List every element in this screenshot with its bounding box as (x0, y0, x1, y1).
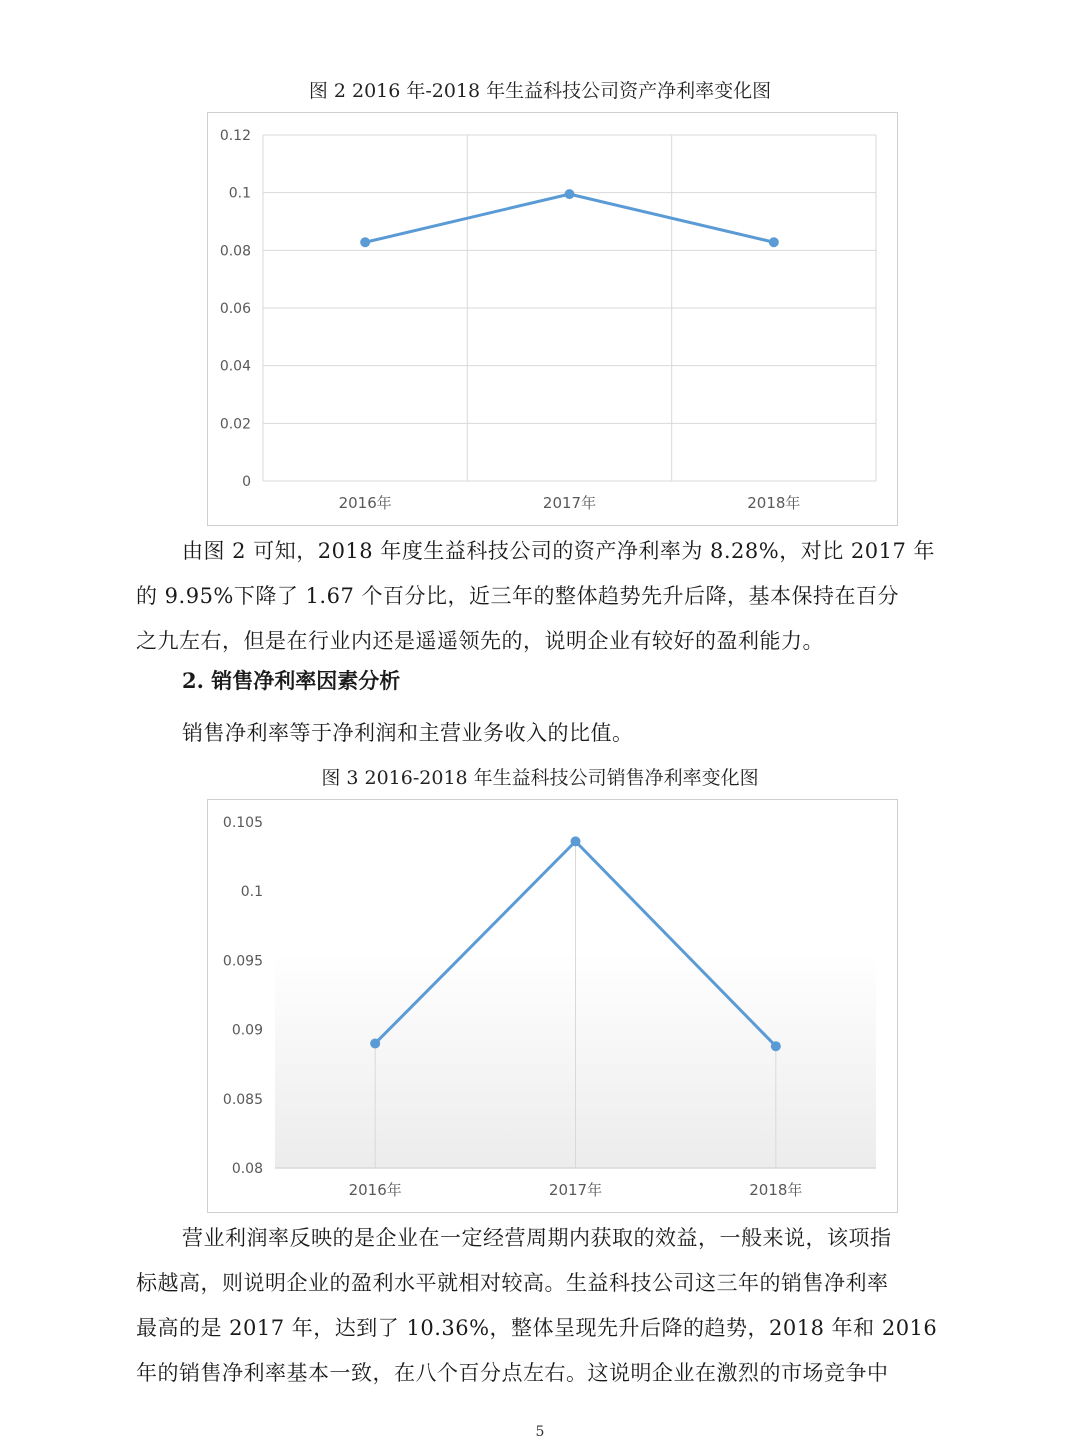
chart-2-y-tick-label: 0.105 (222, 815, 263, 831)
paragraph-line: 之九左右，但是在行业内还是遥遥领先的，说明企业有较好的盈利能力。 (136, 629, 824, 653)
chart-2-y-tick-label: 0.085 (222, 1091, 263, 1108)
chart-1-data-point (769, 237, 779, 247)
figure3-chart (207, 799, 898, 1213)
chart-1-series-line (365, 194, 774, 242)
paragraph-sales-margin (136, 1216, 936, 1396)
figure2-chart (207, 112, 898, 526)
chart-2-data-point (571, 836, 581, 846)
chart-1-y-tick-label: 0.12 (219, 128, 251, 144)
chart-1-y-tick-label: 0.08 (219, 243, 251, 260)
chart-1-data-point (565, 189, 575, 199)
paragraph-asset-return (136, 529, 936, 664)
chart-2-y-tick-label: 0.095 (222, 953, 263, 970)
chart-1-data-point (360, 237, 370, 247)
section-heading: 2. 销售净利率因素分析 (182, 668, 401, 693)
paragraph-line: 营业利润率反映的是企业在一定经营周期内获取的效益，一般来说，该项指 (182, 1226, 892, 1250)
chart-1-y-tick-label: 0.02 (219, 416, 251, 433)
chart-1-y-tick-label: 0.1 (228, 185, 251, 202)
chart-2-y-tick-label: 0.09 (231, 1022, 263, 1039)
paragraph-line: 由图 2 可知，2018 年度生益科技公司的资产净利率为 8.28%，对比 2017 年 (182, 539, 936, 563)
chart-1-svg (208, 113, 897, 525)
paragraph-line: 标越高，则说明企业的盈利水平就相对较高。生益科技公司这三年的销售净利率 (136, 1271, 889, 1295)
chart-2-svg (208, 800, 897, 1212)
paragraph-line: 最高的是 2017 年，达到了 10.36%，整体呈现先升后降的趋势，2018 年和 2016 (136, 1316, 938, 1340)
chart-1-x-tick-label: 2018年 (747, 494, 801, 512)
paragraph-line: 的 9.95%下降了 1.67 个百分比，近三年的整体趋势先升后降，基本保持在百分 (136, 584, 899, 608)
figure2-caption: 图 2 2016 年-2018 年生益科技公司资产净利率变化图 (308, 80, 772, 102)
chart-2-x-tick-label: 2016年 (348, 1181, 402, 1199)
chart-2-x-tick-label: 2018年 (749, 1181, 803, 1199)
chart-2-data-point (370, 1038, 380, 1048)
chart-2-y-tick-label: 0.1 (240, 884, 263, 901)
figure3-caption: 图 3 2016-2018 年生益科技公司销售净利率变化图 (321, 767, 759, 789)
paragraph-line: 年的销售净利率基本一致，在八个百分点左右。这说明企业在激烈的市场竞争中 (136, 1361, 889, 1385)
chart-1-y-tick-label: 0 (242, 474, 251, 490)
chart-2-x-tick-label: 2017年 (548, 1181, 603, 1199)
chart-1-y-tick-label: 0.06 (219, 301, 251, 317)
chart-1-y-tick-label: 0.04 (219, 358, 251, 375)
chart-1-x-tick-label: 2016年 (338, 494, 392, 512)
chart-1-x-tick-label: 2017年 (542, 494, 597, 512)
chart-2-data-point (771, 1041, 781, 1051)
page-number: 5 (535, 1424, 545, 1440)
definition-sentence: 销售净利率等于净利润和主营业务收入的比值。 (182, 721, 634, 745)
chart-2-y-tick-label: 0.08 (231, 1161, 263, 1177)
